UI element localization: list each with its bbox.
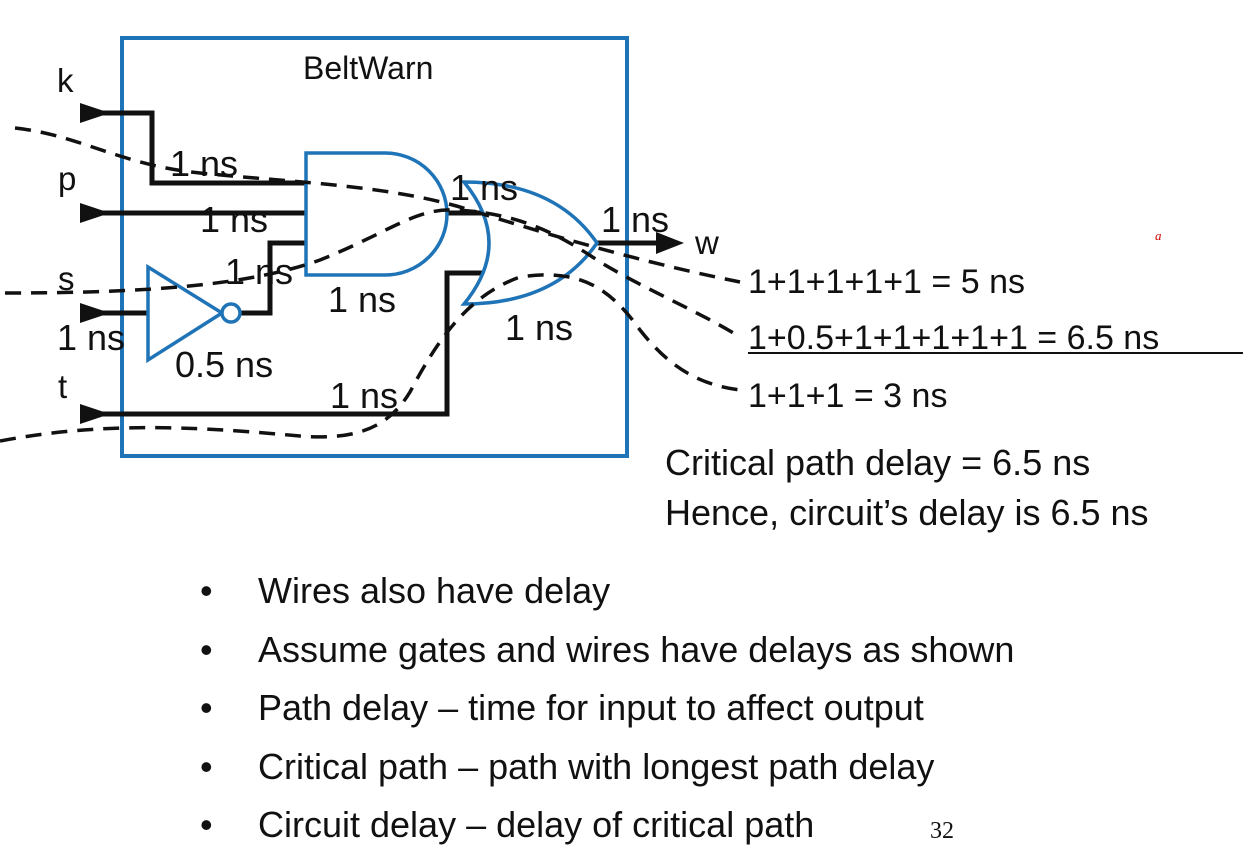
path-sum-2: 1+0.5+1+1+1+1+1 = 6.5 ns <box>748 319 1160 357</box>
bullet-icon: • <box>200 628 213 670</box>
input-label-p: p <box>58 160 77 197</box>
corner-mark: a <box>1155 228 1162 243</box>
list-item <box>200 621 1014 680</box>
bullet-text: Assume gates and wires have delays as shown <box>258 628 1015 670</box>
delay-and-gate: 1 ns <box>328 279 397 320</box>
page-number: 32 <box>930 818 954 844</box>
input-label-s: s <box>58 260 75 297</box>
arrow-p-icon <box>80 203 110 223</box>
delay-t-wire: 1 ns <box>330 375 399 416</box>
path-sum-1: 1+1+1+1+1 = 5 ns <box>748 263 1025 301</box>
conclusion-line-1: Critical path delay = 6.5 ns <box>665 442 1091 483</box>
delay-p-wire: 1 ns <box>200 199 269 240</box>
input-label-k: k <box>57 62 74 99</box>
arrow-k-icon <box>80 103 110 123</box>
bullet-list <box>200 562 1014 855</box>
list-item <box>200 738 1014 797</box>
bullet-icon: • <box>200 687 213 728</box>
critical-path-conclusion <box>665 438 1149 538</box>
delay-output-wire: 1 ns <box>601 199 670 240</box>
inverter-bubble-icon <box>222 304 240 322</box>
bullet-text: Wires also have delay <box>258 570 611 611</box>
bullet-text: Circuit delay – delay of critical path <box>258 804 815 845</box>
input-label-t: t <box>58 368 68 405</box>
delay-inverter-out-wire: 1 ns <box>225 251 294 292</box>
delay-inverter: 0.5 ns <box>175 344 274 385</box>
bullet-text: Critical path – path with longest path delay <box>258 745 935 787</box>
block-title: BeltWarn <box>303 50 434 86</box>
output-label-w: w <box>695 224 719 261</box>
conclusion-line-2: Hence, circuit’s delay is 6.5 ns <box>665 492 1149 533</box>
list-item <box>200 679 1014 738</box>
bullet-icon: • <box>200 570 213 611</box>
path-sum-3: 1+1+1 = 3 ns <box>748 377 948 415</box>
arrow-t-icon <box>80 404 110 424</box>
bullet-icon: • <box>200 745 213 787</box>
bullet-icon: • <box>200 804 213 845</box>
delay-s-wire: 1 ns <box>57 317 126 358</box>
list-item <box>200 562 1014 621</box>
list-item <box>200 796 1014 855</box>
delay-k-wire: 1 ns <box>170 143 239 184</box>
delay-and-to-or-wire: 1 ns <box>450 167 519 208</box>
bullet-text: Path delay – time for input to affect output <box>258 687 924 728</box>
delay-or-gate: 1 ns <box>505 307 574 348</box>
